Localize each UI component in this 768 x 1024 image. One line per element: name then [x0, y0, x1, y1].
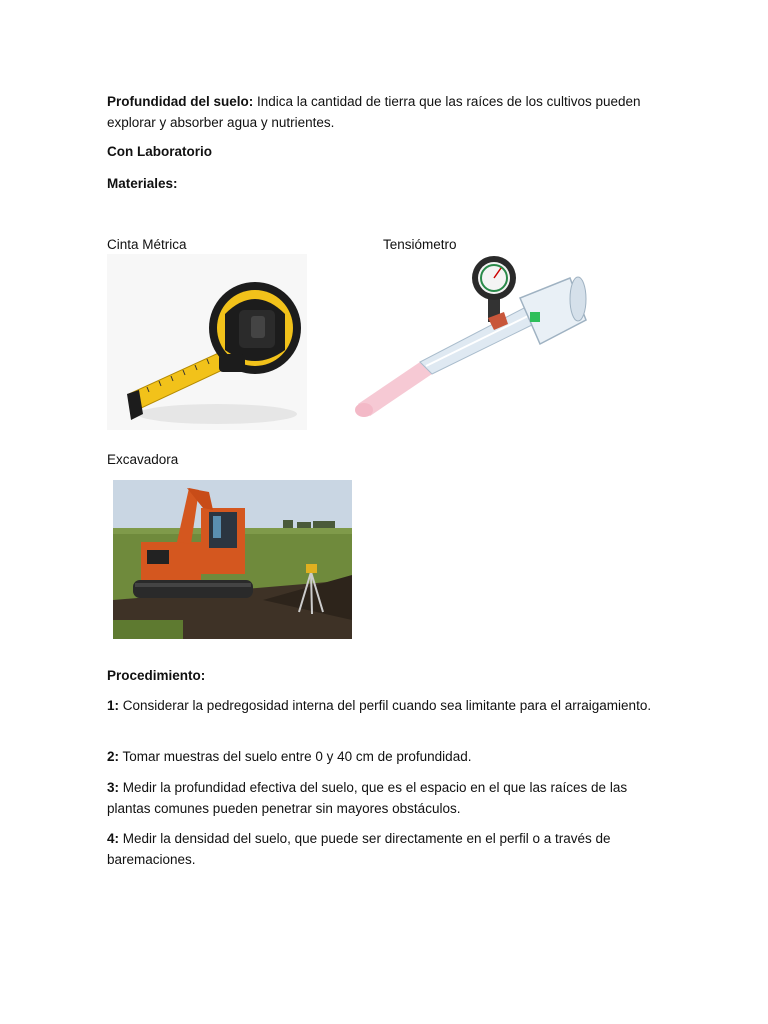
procedure-step-4	[107, 828, 667, 870]
step-text: Considerar la pedregosidad interna del perfil cuando sea limitante para el arraigamiento.	[119, 698, 652, 713]
intro-term: Profundidad del suelo:	[107, 94, 254, 109]
intro-paragraph	[107, 91, 667, 133]
material-label-tensiometer: Tensiómetro	[383, 237, 457, 252]
step-text: Tomar muestras del suelo entre 0 y 40 cm de profundidad.	[119, 749, 472, 764]
material-label-tape: Cinta Métrica	[107, 237, 187, 252]
step-number: 3:	[107, 780, 120, 795]
step-text: Medir la densidad del suelo, que puede ser directamente en el perfil o a través de baremaciones.	[107, 831, 611, 867]
lab-heading: Con Laboratorio	[107, 144, 212, 159]
material-label-excavator: Excavadora	[107, 452, 179, 467]
excavator-photo	[113, 480, 352, 639]
procedure-step-3	[107, 777, 667, 819]
procedure-heading: Procedimiento:	[107, 668, 206, 683]
tensiometer-photo	[354, 254, 588, 426]
step-number: 4:	[107, 831, 120, 846]
procedure-step-1	[107, 695, 667, 716]
procedure-step-2	[107, 746, 667, 767]
materials-heading: Materiales:	[107, 176, 178, 191]
intro-text: Indica la cantidad de tierra que las raíces de los cultivos pueden explorar y absorber agua y nutrientes.	[107, 94, 641, 130]
step-number: 2:	[107, 749, 120, 764]
step-number: 1:	[107, 698, 120, 713]
step-text: Medir la profundidad efectiva del suelo, que es el espacio en el que las raíces de las plantas comunes pueden penetrar sin mayores obstáculos.	[107, 780, 628, 816]
tape-measure-photo	[107, 254, 307, 430]
